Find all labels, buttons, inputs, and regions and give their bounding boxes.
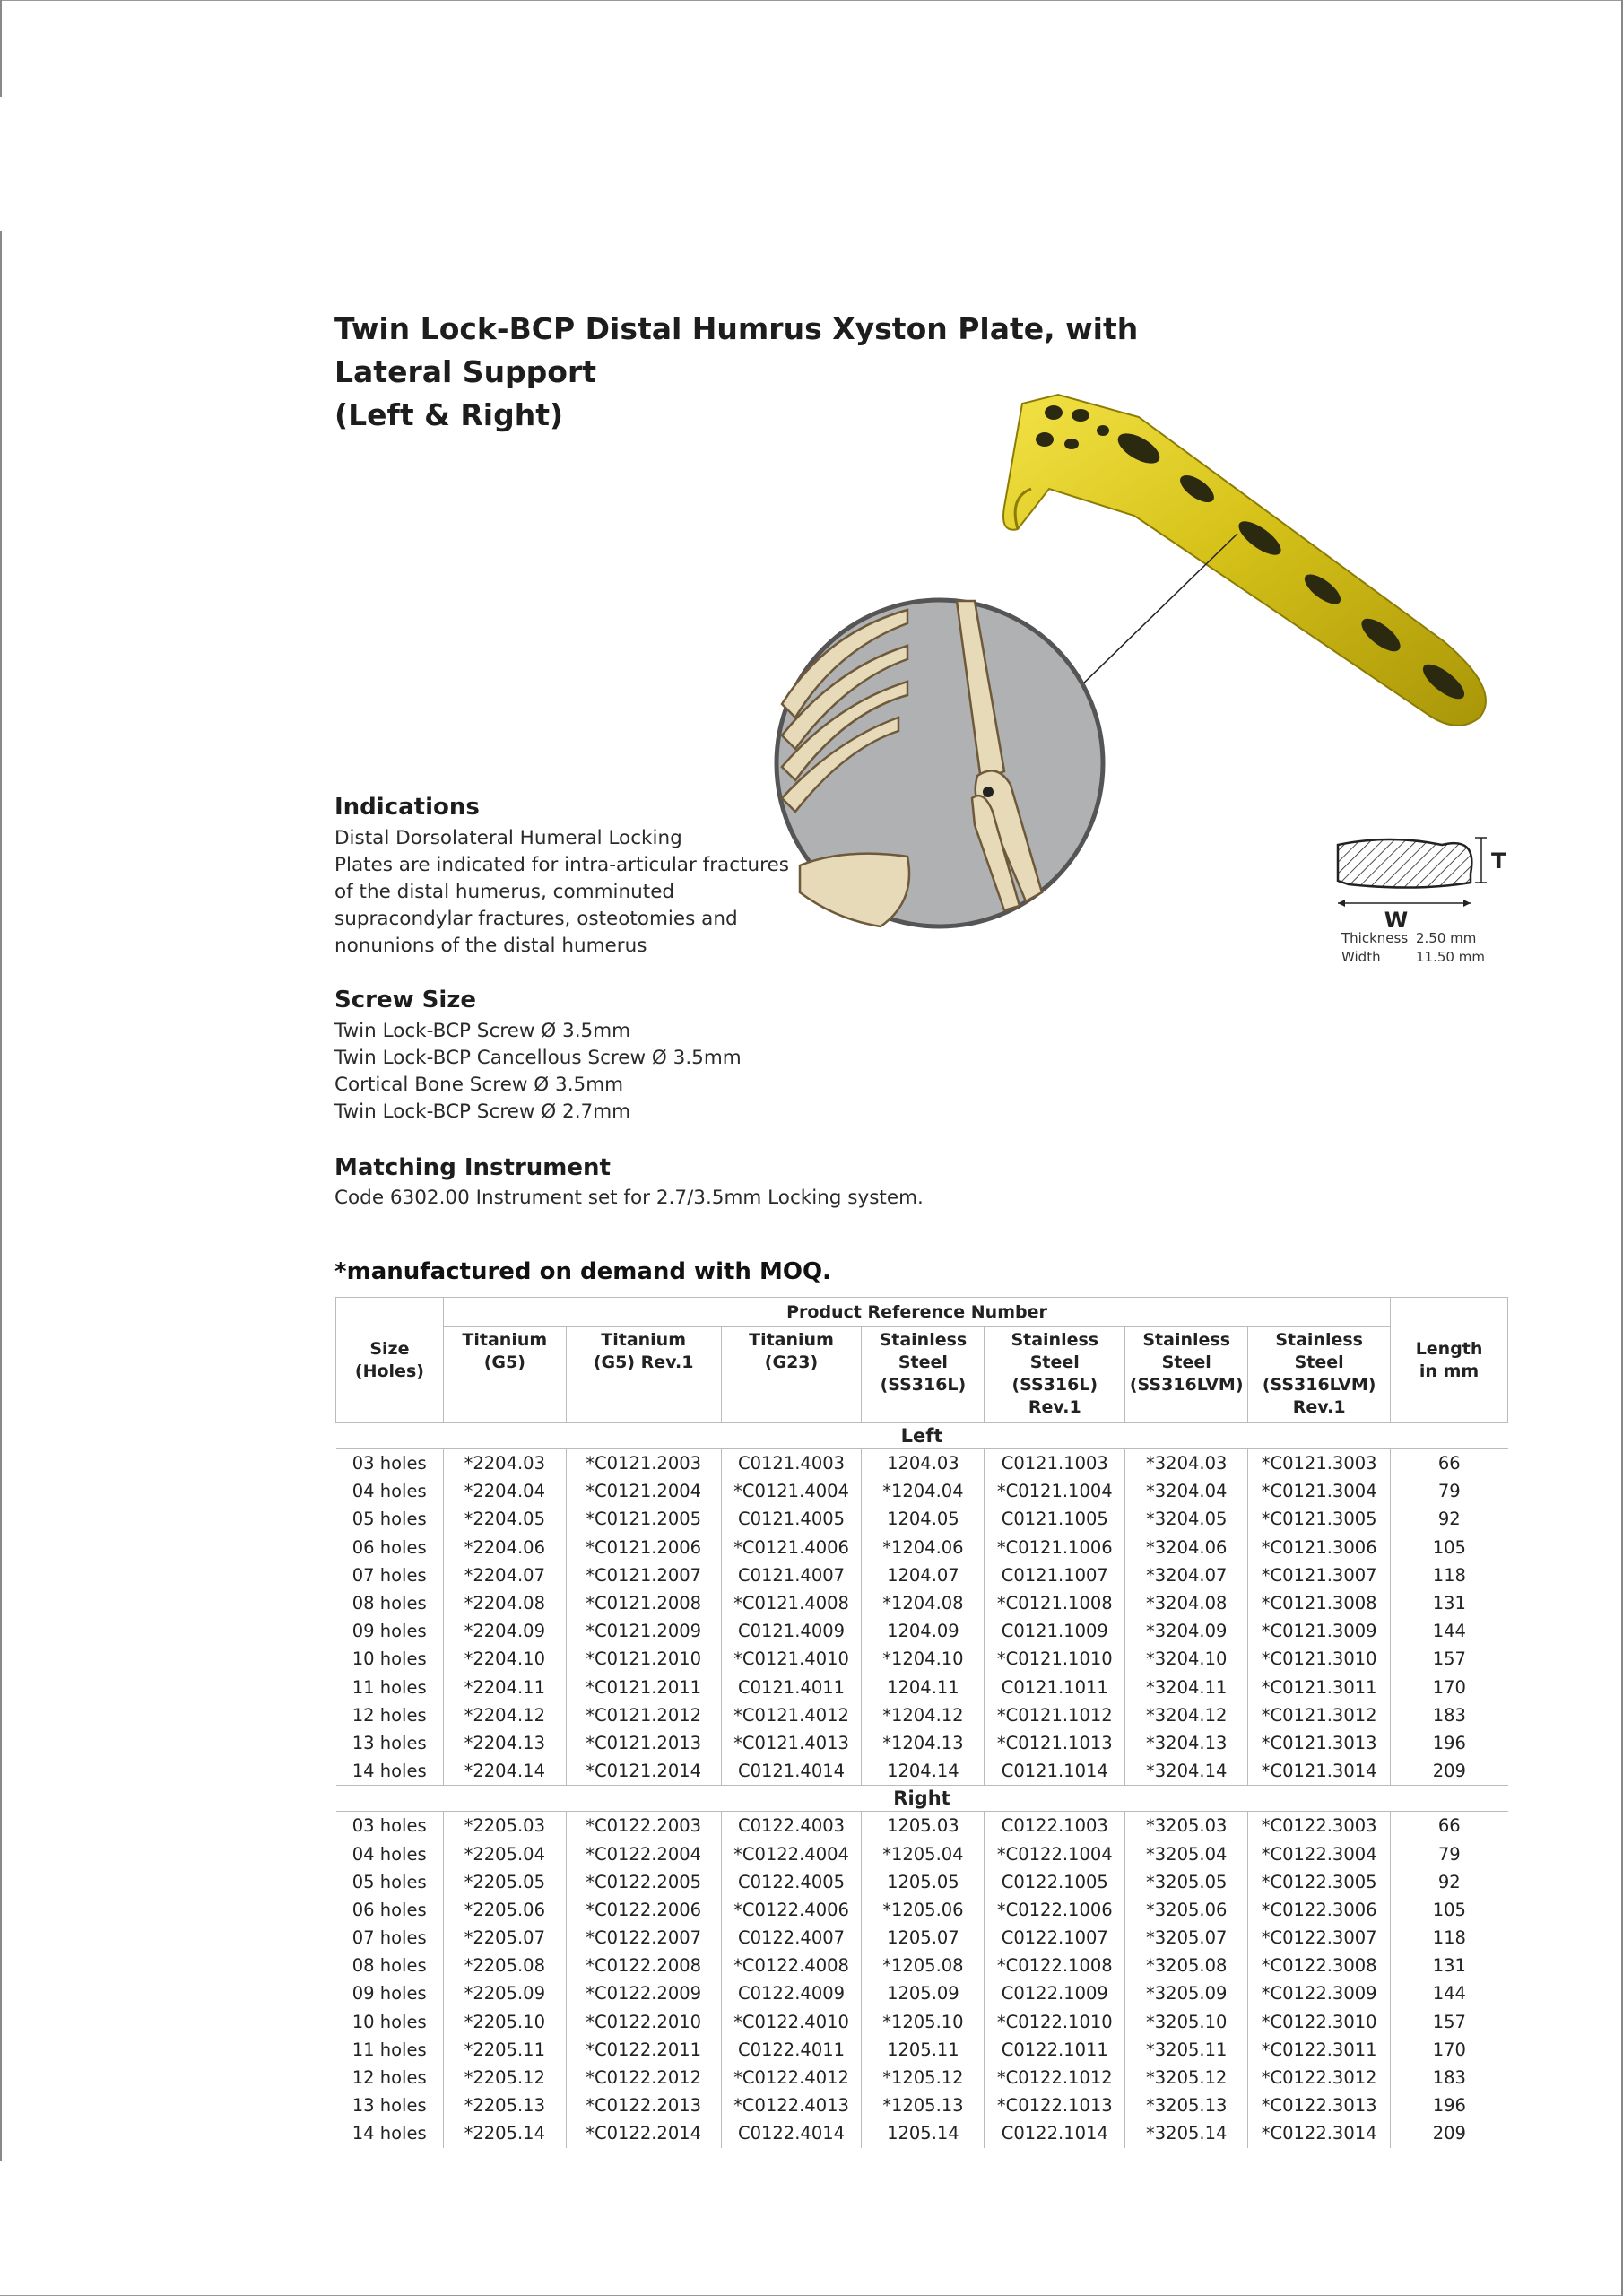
reference-cell: *C0122.3003 xyxy=(1248,1812,1391,1840)
reference-cell: *3205.13 xyxy=(1125,2092,1248,2119)
reference-cell: *C0121.2011 xyxy=(566,1674,721,1701)
indications-line: nonunions of the distal humerus xyxy=(334,935,647,957)
reference-cell: *2205.11 xyxy=(443,2036,566,2064)
reference-cell: *3205.11 xyxy=(1125,2036,1248,2064)
reference-cell: *2204.06 xyxy=(443,1534,566,1561)
reference-cell: *1205.13 xyxy=(862,2092,985,2119)
table-row xyxy=(336,1674,1508,1701)
reference-cell: *C0122.3008 xyxy=(1248,1952,1391,1979)
reference-cell: *C0121.4006 xyxy=(721,1534,862,1561)
reference-cell: C0122.1014 xyxy=(985,2119,1125,2147)
group-label: Left xyxy=(336,1423,1508,1449)
size-cell: 09 holes xyxy=(352,1983,427,2005)
screw-size-heading: Screw Size xyxy=(334,987,477,1013)
reference-cell: C0122.1011 xyxy=(985,2036,1125,2064)
table-row xyxy=(336,2092,1508,2119)
reference-cell: C0122.4003 xyxy=(721,1812,862,1840)
reference-cell: *1205.08 xyxy=(862,1952,985,1979)
material-column-header: Titanium (G23) xyxy=(721,1327,862,1423)
product-reference-table xyxy=(335,1297,1508,2148)
screw-size-item: Cortical Bone Screw Ø 3.5mm xyxy=(334,1074,624,1096)
reference-cell: *C0122.4004 xyxy=(721,1839,862,1867)
reference-cell: *2205.06 xyxy=(443,1896,566,1924)
reference-cell: *C0122.3013 xyxy=(1248,2092,1391,2119)
reference-cell: *2205.08 xyxy=(443,1952,566,1979)
size-header: Size (Holes) xyxy=(336,1298,444,1423)
reference-cell: C0122.1005 xyxy=(985,1868,1125,1896)
thickness-value: 2.50 mm xyxy=(1416,930,1477,946)
reference-cell: *3204.05 xyxy=(1125,1505,1248,1533)
reference-cell: *2204.07 xyxy=(443,1561,566,1589)
reference-cell: *C0122.3006 xyxy=(1248,1896,1391,1924)
table-row xyxy=(336,1477,1508,1505)
length-cell: 209 xyxy=(1391,2119,1508,2147)
indications-line: Plates are indicated for intra-articular fractures xyxy=(334,854,789,876)
reference-cell: C0121.1003 xyxy=(985,1449,1125,1478)
table-row xyxy=(336,2119,1508,2147)
size-cell: 03 holes xyxy=(352,1815,427,1837)
reference-cell: 1205.05 xyxy=(862,1868,985,1896)
reference-cell: *2204.04 xyxy=(443,1477,566,1505)
reference-cell: *C0121.2005 xyxy=(566,1505,721,1533)
reference-cell: *C0122.1012 xyxy=(985,2064,1125,2092)
screw-size-list xyxy=(334,1018,742,1126)
indications-line: supracondylar fractures, osteotomies and xyxy=(334,908,738,930)
group-label: Right xyxy=(336,1786,1508,1812)
length-cell: 105 xyxy=(1391,1896,1508,1924)
length-header: Length in mm xyxy=(1391,1298,1508,1423)
reference-cell: *1205.04 xyxy=(862,1839,985,1867)
reference-cell: *2204.10 xyxy=(443,1645,566,1673)
reference-cell: *C0122.3007 xyxy=(1248,1924,1391,1952)
reference-cell: 1205.03 xyxy=(862,1812,985,1840)
title-line-2: (Left & Right) xyxy=(334,397,564,432)
reference-cell: 1205.09 xyxy=(862,1979,985,2007)
size-cell: 07 holes xyxy=(352,1927,427,1949)
reference-cell: *C0122.3004 xyxy=(1248,1839,1391,1867)
matching-instrument-heading: Matching Instrument xyxy=(334,1154,611,1181)
table-row xyxy=(336,1952,1508,1979)
table-row xyxy=(336,1505,1508,1533)
size-cell: 10 holes xyxy=(352,1648,427,1670)
reference-cell: *C0122.2012 xyxy=(566,2064,721,2092)
length-cell: 66 xyxy=(1391,1812,1508,1840)
table-row xyxy=(336,1757,1508,1786)
table-row xyxy=(336,1561,1508,1589)
length-cell: 144 xyxy=(1391,1979,1508,2007)
reference-cell: *3204.06 xyxy=(1125,1534,1248,1561)
reference-cell: *C0121.2013 xyxy=(566,1729,721,1757)
size-cell: 13 holes xyxy=(352,2095,427,2117)
reference-cell: *C0121.2007 xyxy=(566,1561,721,1589)
reference-cell: *C0122.1004 xyxy=(985,1839,1125,1867)
reference-cell: *2204.03 xyxy=(443,1449,566,1478)
reference-cell: *1205.06 xyxy=(862,1896,985,1924)
reference-cell: *C0122.1008 xyxy=(985,1952,1125,1979)
length-cell: 170 xyxy=(1391,1674,1508,1701)
length-cell: 131 xyxy=(1391,1952,1508,1979)
width-label: W xyxy=(1384,908,1409,933)
reference-cell: *C0122.3014 xyxy=(1248,2119,1391,2147)
thickness-row xyxy=(1341,929,1485,948)
reference-cell: C0121.4011 xyxy=(721,1674,862,1701)
table-row xyxy=(336,2036,1508,2064)
size-cell: 04 holes xyxy=(352,1843,427,1865)
reference-cell: *C0121.3003 xyxy=(1248,1449,1391,1478)
reference-cell: *C0121.2004 xyxy=(566,1477,721,1505)
reference-cell: *C0122.3012 xyxy=(1248,2064,1391,2092)
length-cell: 170 xyxy=(1391,2036,1508,2064)
length-cell: 196 xyxy=(1391,1729,1508,1757)
reference-cell: *C0122.4013 xyxy=(721,2092,862,2119)
table-row xyxy=(336,1701,1508,1729)
reference-cell: *C0121.2010 xyxy=(566,1645,721,1673)
reference-cell: C0121.4005 xyxy=(721,1505,862,1533)
reference-cell: *2205.10 xyxy=(443,2008,566,2036)
dimensions-info xyxy=(1341,929,1485,967)
reference-cell: C0121.1005 xyxy=(985,1505,1125,1533)
reference-cell: C0122.4007 xyxy=(721,1924,862,1952)
reference-cell: 1205.07 xyxy=(862,1924,985,1952)
reference-cell: *C0122.2010 xyxy=(566,2008,721,2036)
length-cell: 183 xyxy=(1391,1701,1508,1729)
reference-cell: *2205.05 xyxy=(443,1868,566,1896)
reference-cell: *C0122.2014 xyxy=(566,2119,721,2147)
size-cell: 05 holes xyxy=(352,1871,427,1892)
reference-cell: 1205.11 xyxy=(862,2036,985,2064)
table-row xyxy=(336,1617,1508,1645)
reference-cell: *3205.03 xyxy=(1125,1812,1248,1840)
reference-cell: *3205.12 xyxy=(1125,2064,1248,2092)
reference-cell: *3205.04 xyxy=(1125,1839,1248,1867)
reference-cell: *C0122.1006 xyxy=(985,1896,1125,1924)
table-row xyxy=(336,1729,1508,1757)
moq-note: *manufactured on demand with MOQ. xyxy=(334,1258,831,1285)
material-column-header: Titanium (G5) xyxy=(443,1327,566,1423)
reference-cell: *3205.10 xyxy=(1125,2008,1248,2036)
group-header-row xyxy=(336,1423,1508,1449)
size-cell: 14 holes xyxy=(352,2123,427,2144)
page-top-border xyxy=(0,0,1623,1)
table-row xyxy=(336,2008,1508,2036)
reference-cell: *C0122.4008 xyxy=(721,1952,862,1979)
reference-cell: *1204.06 xyxy=(862,1534,985,1561)
indications-heading: Indications xyxy=(334,794,480,821)
reference-cell: *2204.05 xyxy=(443,1505,566,1533)
table-row xyxy=(336,1979,1508,2007)
reference-cell: *C0122.1010 xyxy=(985,2008,1125,2036)
reference-cell: *C0122.3010 xyxy=(1248,2008,1391,2036)
reference-cell: C0121.4003 xyxy=(721,1449,862,1478)
reference-cell: *3204.13 xyxy=(1125,1729,1248,1757)
reference-cell: *C0121.2006 xyxy=(566,1534,721,1561)
reference-cell: *2205.12 xyxy=(443,2064,566,2092)
reference-cell: *C0122.3009 xyxy=(1248,1979,1391,2007)
table-row xyxy=(336,1924,1508,1952)
size-cell: 07 holes xyxy=(352,1564,427,1586)
reference-cell: *C0122.2008 xyxy=(566,1952,721,1979)
reference-cell: *C0121.3004 xyxy=(1248,1477,1391,1505)
reference-cell: *3204.07 xyxy=(1125,1561,1248,1589)
reference-cell: *C0121.4010 xyxy=(721,1645,862,1673)
reference-cell: *3204.03 xyxy=(1125,1449,1248,1478)
reference-cell: C0122.4005 xyxy=(721,1868,862,1896)
length-cell: 66 xyxy=(1391,1449,1508,1478)
material-column-header: Stainless Steel (SS316L) Rev.1 xyxy=(985,1327,1125,1423)
indications-text xyxy=(334,825,789,960)
material-column-header: Stainless Steel (SS316LVM) xyxy=(1125,1327,1248,1423)
reference-cell: *C0121.3007 xyxy=(1248,1561,1391,1589)
reference-cell: 1204.03 xyxy=(862,1449,985,1478)
reference-cell: *C0121.3013 xyxy=(1248,1729,1391,1757)
reference-cell: *1205.12 xyxy=(862,2064,985,2092)
length-cell: 157 xyxy=(1391,1645,1508,1673)
size-cell: 12 holes xyxy=(352,1704,427,1726)
reference-cell: 1204.09 xyxy=(862,1617,985,1645)
reference-cell: C0121.1011 xyxy=(985,1674,1125,1701)
size-cell: 06 holes xyxy=(352,1899,427,1920)
screw-size-item: Twin Lock-BCP Screw Ø 3.5mm xyxy=(334,1020,631,1042)
reference-cell: C0121.4007 xyxy=(721,1561,862,1589)
reference-cell: *2204.12 xyxy=(443,1701,566,1729)
size-cell: 08 holes xyxy=(352,1593,427,1614)
reference-cell: *3205.07 xyxy=(1125,1924,1248,1952)
reference-cell: *2204.11 xyxy=(443,1674,566,1701)
size-cell: 12 holes xyxy=(352,2067,427,2089)
title-line-1: Twin Lock-BCP Distal Humrus Xyston Plate, with Lateral Support xyxy=(334,311,1139,389)
reference-cell: *1204.12 xyxy=(862,1701,985,1729)
size-cell: 14 holes xyxy=(352,1761,427,1782)
reference-cell: *C0122.4012 xyxy=(721,2064,862,2092)
group-header-row xyxy=(336,1786,1508,1812)
reference-cell: *C0121.3009 xyxy=(1248,1617,1391,1645)
material-column-header: Stainless Steel (SS316L) xyxy=(862,1327,985,1423)
reference-cell: *C0121.3005 xyxy=(1248,1505,1391,1533)
reference-cell: *C0122.4006 xyxy=(721,1896,862,1924)
size-cell: 10 holes xyxy=(352,2011,427,2032)
reference-cell: *3204.08 xyxy=(1125,1589,1248,1617)
length-cell: 118 xyxy=(1391,1924,1508,1952)
reference-cell: C0122.1007 xyxy=(985,1924,1125,1952)
size-cell: 03 holes xyxy=(352,1453,427,1474)
reference-cell: *3205.05 xyxy=(1125,1868,1248,1896)
reference-cell: *C0122.2006 xyxy=(566,1896,721,1924)
size-cell: 11 holes xyxy=(352,1676,427,1698)
reference-cell: *3204.04 xyxy=(1125,1477,1248,1505)
reference-cell: *C0121.2009 xyxy=(566,1617,721,1645)
reference-cell: *2204.08 xyxy=(443,1589,566,1617)
anatomy-illustration xyxy=(773,596,1107,930)
reference-cell: *3205.09 xyxy=(1125,1979,1248,2007)
length-cell: 79 xyxy=(1391,1839,1508,1867)
length-cell: 105 xyxy=(1391,1534,1508,1561)
reference-cell: *C0122.3005 xyxy=(1248,1868,1391,1896)
reference-cell: *C0121.3011 xyxy=(1248,1674,1391,1701)
size-cell: 06 holes xyxy=(352,1536,427,1558)
length-cell: 157 xyxy=(1391,2008,1508,2036)
reference-cell: *C0122.2009 xyxy=(566,1979,721,2007)
indications-line: of the distal humerus, comminuted xyxy=(334,881,675,903)
length-cell: 183 xyxy=(1391,2064,1508,2092)
screw-size-item: Twin Lock-BCP Screw Ø 2.7mm xyxy=(334,1100,631,1123)
thickness-label: T xyxy=(1491,848,1506,874)
indications-line: Distal Dorsolateral Humeral Locking xyxy=(334,827,682,849)
reference-cell: 1204.11 xyxy=(862,1674,985,1701)
reference-cell: C0121.1009 xyxy=(985,1617,1125,1645)
reference-cell: C0121.4014 xyxy=(721,1757,862,1786)
width-value: 11.50 mm xyxy=(1416,949,1485,965)
reference-cell: C0122.4011 xyxy=(721,2036,862,2064)
table-row xyxy=(336,1645,1508,1673)
table-row xyxy=(336,1812,1508,1840)
reference-cell: C0121.1007 xyxy=(985,1561,1125,1589)
width-row xyxy=(1341,948,1485,967)
matching-instrument-text xyxy=(334,1185,924,1212)
length-cell: 144 xyxy=(1391,1617,1508,1645)
reference-cell: *C0122.2003 xyxy=(566,1812,721,1840)
reference-cell: *3204.09 xyxy=(1125,1617,1248,1645)
table-body xyxy=(336,1423,1508,2148)
reference-cell: *3205.14 xyxy=(1125,2119,1248,2147)
size-cell: 09 holes xyxy=(352,1621,427,1642)
reference-cell: C0122.1009 xyxy=(985,1979,1125,2007)
reference-cell: *C0121.2003 xyxy=(566,1449,721,1478)
reference-cell: *C0121.1010 xyxy=(985,1645,1125,1673)
reference-cell: *C0121.1008 xyxy=(985,1589,1125,1617)
matching-instrument-line: Code 6302.00 Instrument set for 2.7/3.5mm Locking system. xyxy=(334,1187,924,1209)
reference-cell: *C0121.1004 xyxy=(985,1477,1125,1505)
reference-cell: *C0122.2005 xyxy=(566,1868,721,1896)
table-row xyxy=(336,1839,1508,1867)
reference-cell: *C0121.3008 xyxy=(1248,1589,1391,1617)
reference-cell: *C0121.1012 xyxy=(985,1701,1125,1729)
product-reference-header: Product Reference Number xyxy=(443,1298,1390,1327)
table-row xyxy=(336,1589,1508,1617)
size-cell: 05 holes xyxy=(352,1509,427,1530)
length-cell: 118 xyxy=(1391,1561,1508,1589)
reference-cell: C0121.4009 xyxy=(721,1617,862,1645)
length-cell: 131 xyxy=(1391,1589,1508,1617)
size-cell: 04 holes xyxy=(352,1481,427,1502)
reference-cell: *C0122.2011 xyxy=(566,2036,721,2064)
size-cell: 11 holes xyxy=(352,2039,427,2060)
length-cell: 196 xyxy=(1391,2092,1508,2119)
page-left-border-top xyxy=(0,0,2,97)
reference-cell: *3204.10 xyxy=(1125,1645,1248,1673)
reference-cell: *C0122.3011 xyxy=(1248,2036,1391,2064)
reference-cell: *1204.08 xyxy=(862,1589,985,1617)
material-header-row xyxy=(336,1327,1508,1423)
reference-cell: 1204.14 xyxy=(862,1757,985,1786)
reference-cell: *1204.13 xyxy=(862,1729,985,1757)
reference-cell: *2205.03 xyxy=(443,1812,566,1840)
reference-cell: *C0121.4008 xyxy=(721,1589,862,1617)
reference-cell: *3204.14 xyxy=(1125,1757,1248,1786)
length-cell: 92 xyxy=(1391,1505,1508,1533)
reference-cell: *C0121.1006 xyxy=(985,1534,1125,1561)
reference-cell: *C0121.3012 xyxy=(1248,1701,1391,1729)
table-row xyxy=(336,1449,1508,1478)
table-row xyxy=(336,1534,1508,1561)
reference-cell: *3205.08 xyxy=(1125,1952,1248,1979)
reference-cell: *2205.09 xyxy=(443,1979,566,2007)
reference-cell: *2204.14 xyxy=(443,1757,566,1786)
reference-cell: 1204.07 xyxy=(862,1561,985,1589)
reference-cell: *1204.04 xyxy=(862,1477,985,1505)
reference-cell: *3204.12 xyxy=(1125,1701,1248,1729)
reference-cell: *2204.09 xyxy=(443,1617,566,1645)
reference-cell: *2205.14 xyxy=(443,2119,566,2147)
reference-cell: *C0121.4012 xyxy=(721,1701,862,1729)
size-cell: 13 holes xyxy=(352,1732,427,1753)
reference-cell: *2205.04 xyxy=(443,1839,566,1867)
reference-cell: *C0121.1013 xyxy=(985,1729,1125,1757)
reference-cell: *2205.07 xyxy=(443,1924,566,1952)
reference-cell: *2204.13 xyxy=(443,1729,566,1757)
reference-cell: C0122.4009 xyxy=(721,1979,862,2007)
width-key: Width xyxy=(1341,949,1381,965)
reference-cell: 1204.05 xyxy=(862,1505,985,1533)
material-column-header: Stainless Steel (SS316LVM) Rev.1 xyxy=(1248,1327,1391,1423)
reference-cell: *C0121.4004 xyxy=(721,1477,862,1505)
reference-cell: *C0121.3010 xyxy=(1248,1645,1391,1673)
table-row xyxy=(336,1868,1508,1896)
reference-cell: *C0122.2004 xyxy=(566,1839,721,1867)
reference-cell: *C0121.3014 xyxy=(1248,1757,1391,1786)
thickness-key: Thickness xyxy=(1341,930,1409,946)
reference-cell: C0121.1014 xyxy=(985,1757,1125,1786)
reference-cell: 1205.14 xyxy=(862,2119,985,2147)
screw-size-item: Twin Lock-BCP Cancellous Screw Ø 3.5mm xyxy=(334,1047,742,1069)
reference-cell: *C0121.4013 xyxy=(721,1729,862,1757)
reference-cell: *2205.13 xyxy=(443,2092,566,2119)
reference-cell: *1205.10 xyxy=(862,2008,985,2036)
reference-cell: *C0121.3006 xyxy=(1248,1534,1391,1561)
reference-cell: *1204.10 xyxy=(862,1645,985,1673)
reference-cell: *C0121.2014 xyxy=(566,1757,721,1786)
reference-cell: C0122.1003 xyxy=(985,1812,1125,1840)
page-left-border xyxy=(0,231,2,2161)
reference-cell: *C0122.4010 xyxy=(721,2008,862,2036)
table-row xyxy=(336,2064,1508,2092)
reference-cell: *C0121.2008 xyxy=(566,1589,721,1617)
reference-cell: *C0122.2007 xyxy=(566,1924,721,1952)
reference-cell: *3204.11 xyxy=(1125,1674,1248,1701)
reference-cell: *C0122.2013 xyxy=(566,2092,721,2119)
reference-cell: *C0121.2012 xyxy=(566,1701,721,1729)
table-row xyxy=(336,1896,1508,1924)
size-cell: 08 holes xyxy=(352,1955,427,1977)
reference-cell: *3205.06 xyxy=(1125,1896,1248,1924)
reference-cell: C0122.4014 xyxy=(721,2119,862,2147)
reference-cell: *C0122.1013 xyxy=(985,2092,1125,2119)
length-cell: 209 xyxy=(1391,1757,1508,1786)
length-cell: 92 xyxy=(1391,1868,1508,1896)
material-column-header: Titanium (G5) Rev.1 xyxy=(566,1327,721,1423)
length-cell: 79 xyxy=(1391,1477,1508,1505)
